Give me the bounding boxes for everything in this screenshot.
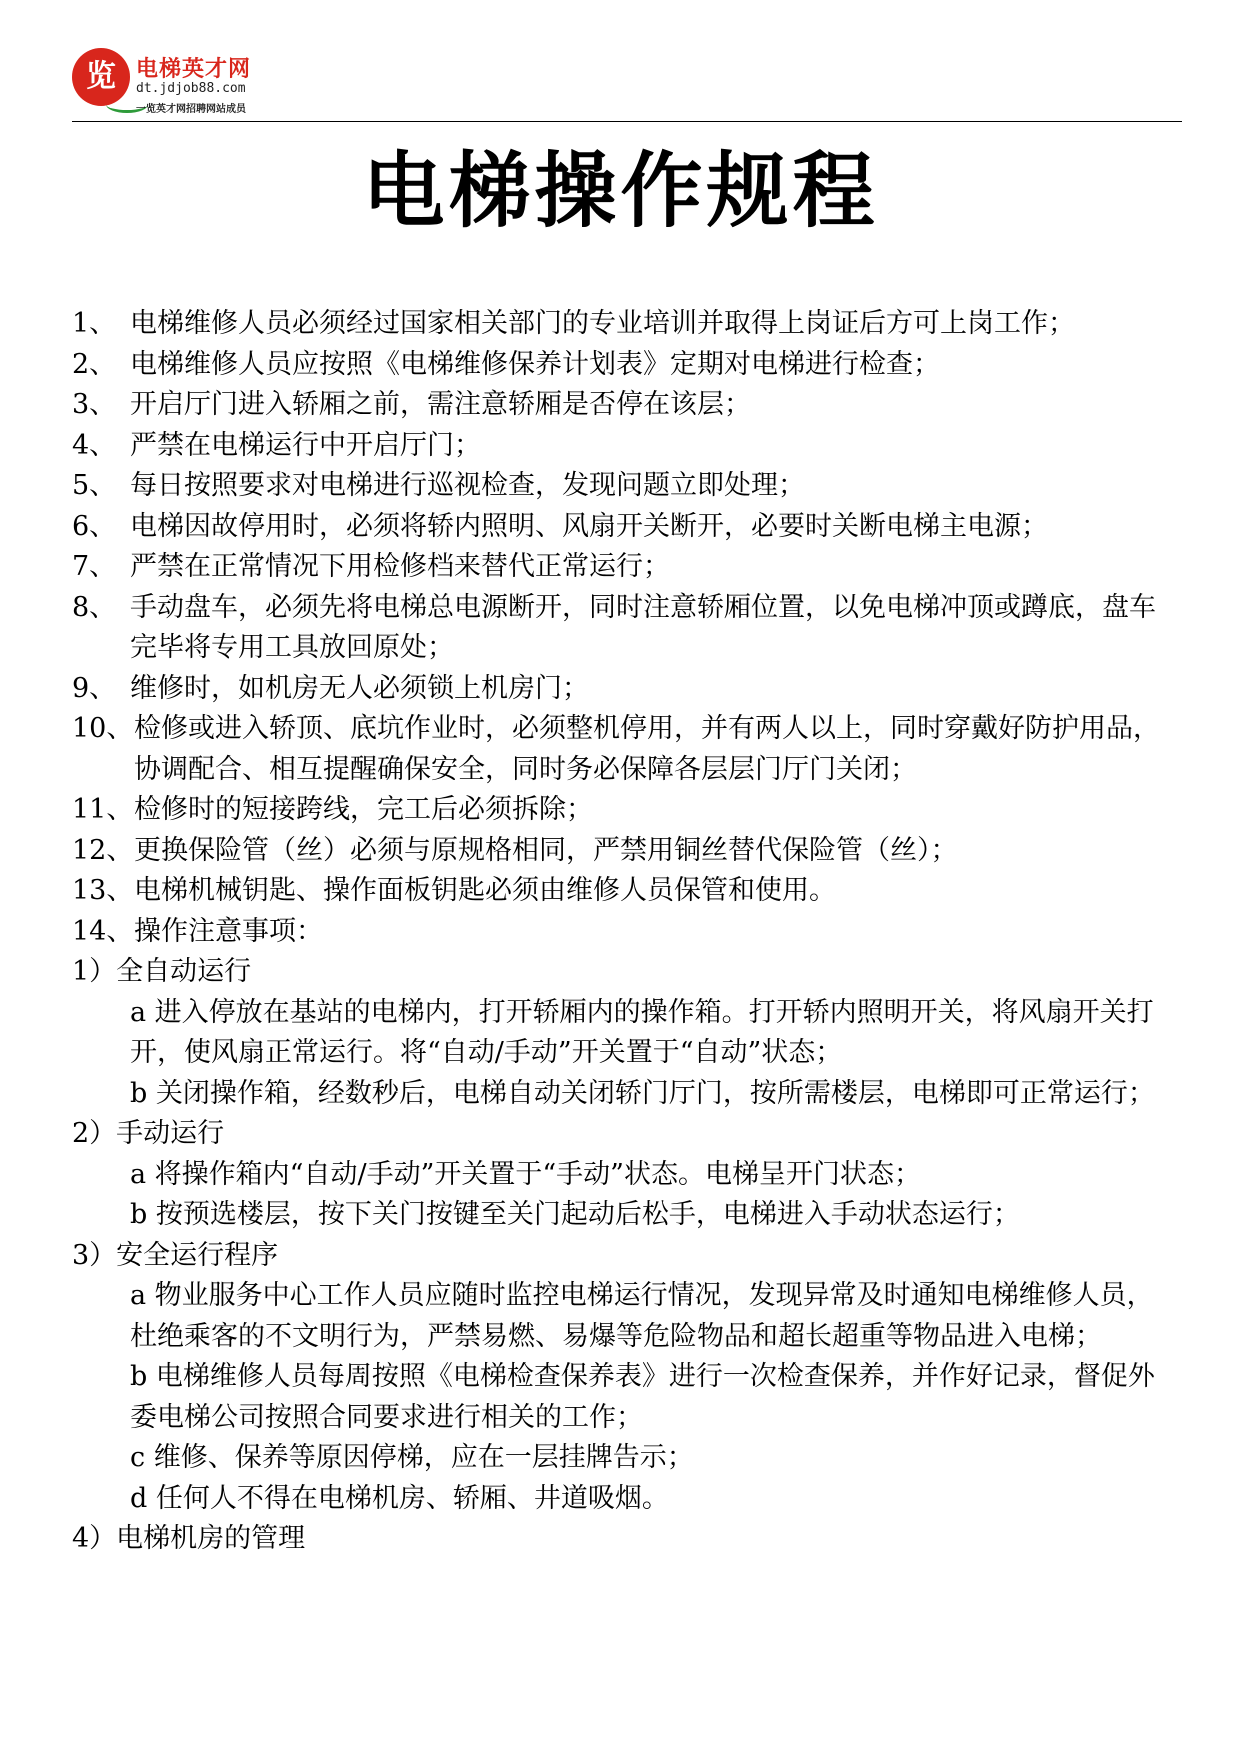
- list-item: [72, 709, 1172, 790]
- sub-item: a 物业服务中心工作人员应随时监控电梯运行情况，发现异常及时通知电梯维修人员，杜绝乘客的不文明行为，严禁易燃、易爆等危险物品和超长超重等物品进入电梯；: [130, 1280, 1154, 1352]
- item-text: 电梯维修人员应按照《电梯维修保养计划表》定期对电梯进行检查；: [130, 348, 940, 380]
- site-header: [72, 46, 1182, 122]
- item-text: 更换保险管（丝）必须与原规格相同，严禁用铜丝替代保险管（丝）；: [134, 834, 958, 866]
- item-number: 13、: [72, 875, 134, 906]
- list-item: [72, 790, 1172, 831]
- header-divider: [72, 121, 1182, 122]
- item-text: 电梯维修人员必须经过国家相关部门的专业培训并取得上岗证后方可上岗工作；: [130, 308, 1075, 339]
- list-item: [72, 345, 1172, 386]
- section-heading: 2）手动运行: [72, 1118, 225, 1149]
- list-item: [72, 466, 1172, 507]
- item-number: 4、: [72, 429, 117, 461]
- item-text: 每日按照要求对电梯进行巡视检查，发现问题立即处理；: [130, 470, 805, 501]
- item-number: 6、: [72, 510, 117, 542]
- sub-item: d 任何人不得在电梯机房、轿厢、井道吸烟。: [130, 1482, 669, 1514]
- item-text: 严禁在正常情况下用检修档来替代正常运行；: [130, 551, 670, 582]
- sub-item: b 按预选楼层，按下关门按键至关门起动后松手，电梯进入手动状态运行；: [130, 1199, 1020, 1230]
- item-number: 9、: [72, 672, 117, 704]
- list-item: [72, 669, 1172, 710]
- item-text: 检修时的短接跨线，完工后必须拆除；: [134, 794, 593, 825]
- section-heading: 3）安全运行程序: [72, 1239, 279, 1271]
- logo-icon: 览: [72, 48, 130, 106]
- item-number: 14、: [72, 915, 134, 947]
- sub-item: a 进入停放在基站的电梯内，打开轿厢内的操作箱。打开轿内照明开关，将风扇开关打开，使风扇正常运行。将“自动/手动”开关置于“自动”状态；: [130, 996, 1154, 1068]
- list-item: [72, 831, 1172, 872]
- item-number: 7、: [72, 551, 117, 582]
- item-text: 电梯因故停用时，必须将轿内照明、风扇开关断开，必要时关断电梯主电源；: [130, 510, 1048, 542]
- list-item: [72, 507, 1172, 548]
- item-number: 8、: [72, 591, 117, 623]
- sub-item: b 电梯维修人员每周按照《电梯检查保养表》进行一次检查保养，并作好记录，督促外委电梯公司按照合同要求进行相关的工作；: [130, 1361, 1155, 1433]
- item-number: 2、: [72, 348, 117, 380]
- item-number: 1、: [72, 308, 117, 339]
- item-text: 开启厅门进入轿厢之前，需注意轿厢是否停在该层；: [130, 389, 751, 420]
- item-text: 严禁在电梯运行中开启厅门；: [130, 429, 481, 461]
- sub-item: a 将操作箱内“自动/手动”开关置于“手动”状态。电梯呈开门状态；: [130, 1158, 921, 1190]
- brand-url: dt.jdjob88.com: [136, 81, 246, 96]
- item-text: 操作注意事项：: [134, 915, 323, 947]
- list-item: [72, 385, 1172, 426]
- document-body: [72, 304, 1172, 1560]
- sub-item: b 关闭操作箱，经数秒后，电梯自动关闭轿门厅门，按所需楼层，电梯即可正常运行；: [130, 1077, 1155, 1109]
- section-heading: 4）电梯机房的管理: [72, 1523, 306, 1554]
- item-text: 手动盘车，必须先将电梯总电源断开，同时注意轿厢位置，以免电梯冲顶或蹲底，盘车完毕将专用工具放回原处；: [130, 591, 1156, 663]
- list-item: [72, 547, 1172, 588]
- item-text: 检修或进入轿顶、底坑作业时，必须整机停用，并有两人以上，同时穿戴好防护用品，协调配合、相互提醒确保安全，同时务必保障各层层门厅门关闭；: [134, 713, 1160, 785]
- item-number: 5、: [72, 470, 117, 501]
- list-item: [72, 304, 1172, 345]
- item-text: 电梯机械钥匙、操作面板钥匙必须由维修人员保管和使用。: [134, 875, 836, 906]
- sub-item: c 维修、保养等原因停梯，应在一层挂牌告示；: [130, 1442, 694, 1473]
- list-item: [72, 588, 1172, 669]
- page-title: 电梯操作规程: [362, 144, 879, 239]
- item-text: 维修时，如机房无人必须锁上机房门；: [130, 672, 589, 704]
- section-heading: 1）全自动运行: [72, 956, 252, 987]
- brand-tagline: 一览英才网招聘网站成员: [136, 104, 246, 115]
- list-item: [72, 871, 1172, 912]
- list-item: [72, 912, 1172, 953]
- brand-name: 电梯英才网: [136, 57, 252, 82]
- item-number: 12、: [72, 834, 134, 866]
- item-number: 3、: [72, 389, 117, 420]
- list-item: [72, 426, 1172, 467]
- item-number: 11、: [72, 794, 134, 825]
- item-number: 10、: [72, 713, 134, 744]
